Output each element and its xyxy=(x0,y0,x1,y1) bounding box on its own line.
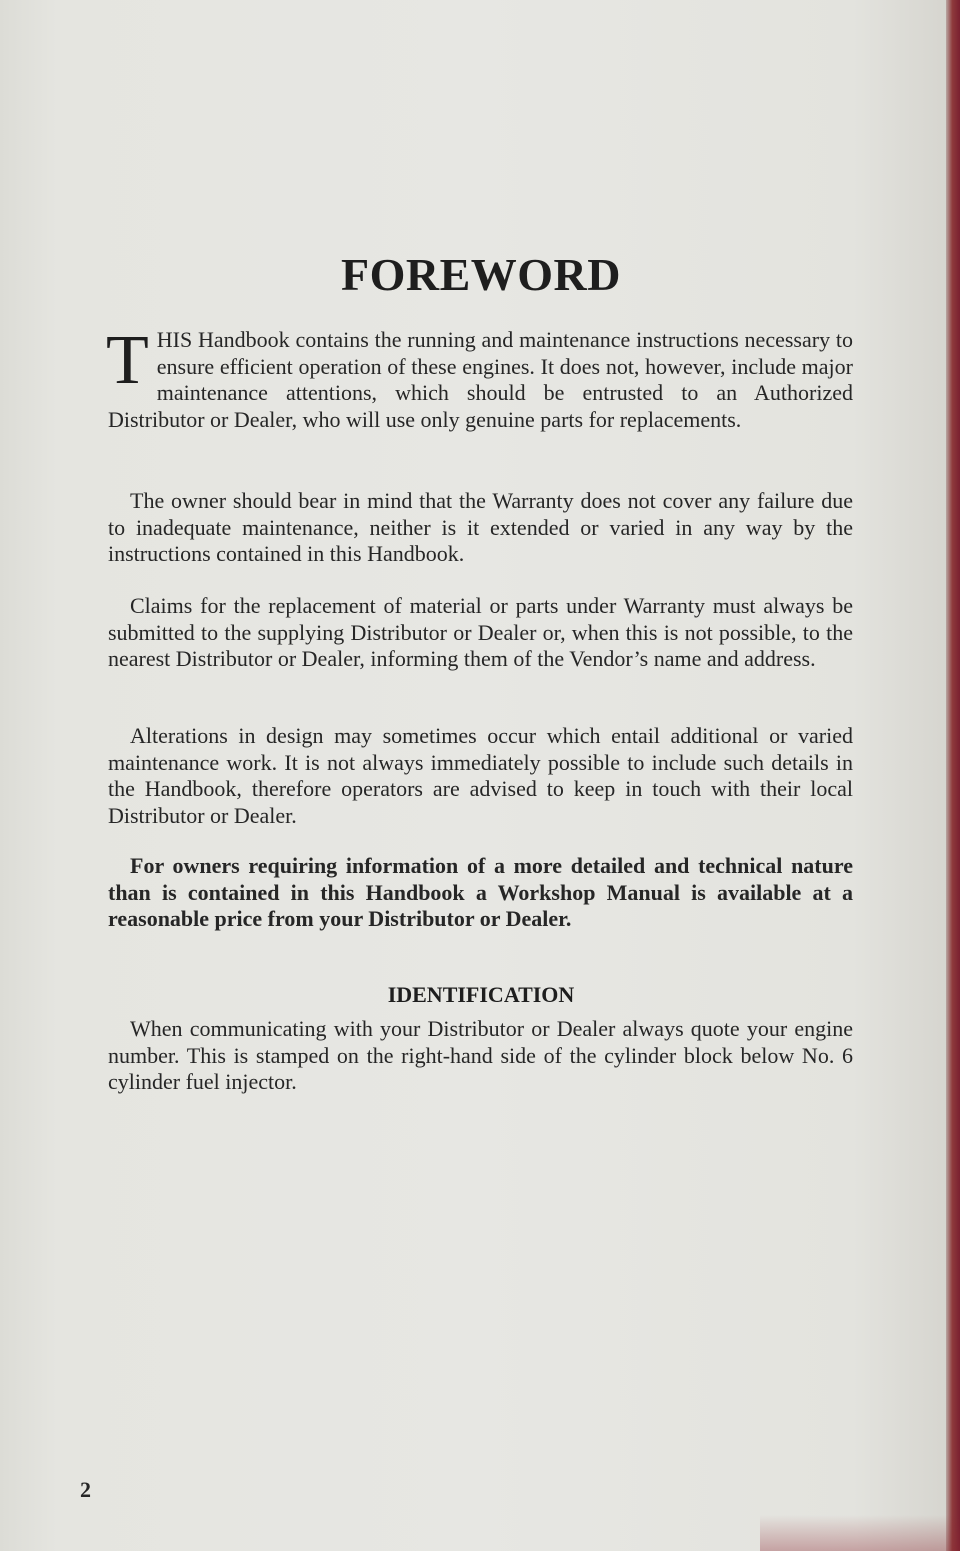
drop-cap: T xyxy=(106,322,149,399)
workshop-manual-notice: For owners requiring information of a more detailed and technical nature than is contained in this Handbook a Workshop Manual is available at a reasonable price from your Distributor or Dealer. xyxy=(108,853,853,931)
intro-paragraph xyxy=(106,322,853,433)
alterations-paragraph: Alterations in design may sometimes occur which entail additional or varied maintenance work. It is not always immediately possible to include such details in the Handbook, therefore operators are advised to keep in touch with their local Distributor or Dealer. xyxy=(108,723,853,828)
page-number: 2 xyxy=(80,1477,91,1502)
book-cover-edge xyxy=(946,0,960,1551)
warranty-paragraph: The owner should bear in mind that the Warranty does not cover any failure due to inadequate maintenance, neither is it extended or varied in any way by the instructions contained in this Handbook. xyxy=(108,488,853,566)
identification-heading: IDENTIFICATION xyxy=(387,982,575,1007)
intro-text: HIS Handbook contains the running and maintenance instructions necessary to ensure efficient operation of these engines. It does not, however, include major maintenance attentions, which should be entrusted to an Authorized Distributor or Dealer, who will use only genuine parts for replacements. xyxy=(108,327,853,432)
page-title: FOREWORD xyxy=(341,249,621,300)
book-cover-corner xyxy=(760,1515,960,1551)
claims-paragraph: Claims for the replacement of material or parts under Warranty must always be submitted to the supplying Distributor or Dealer or, when this is not possible, to the nearest Distributor or Dealer, informing them of the Vendor’s name and address. xyxy=(108,593,853,671)
identification-paragraph: When communicating with your Distributor or Dealer always quote your engine number. This is stamped on the right-hand side of the cylinder block below No. 6 cylinder fuel injector. xyxy=(108,1016,853,1094)
